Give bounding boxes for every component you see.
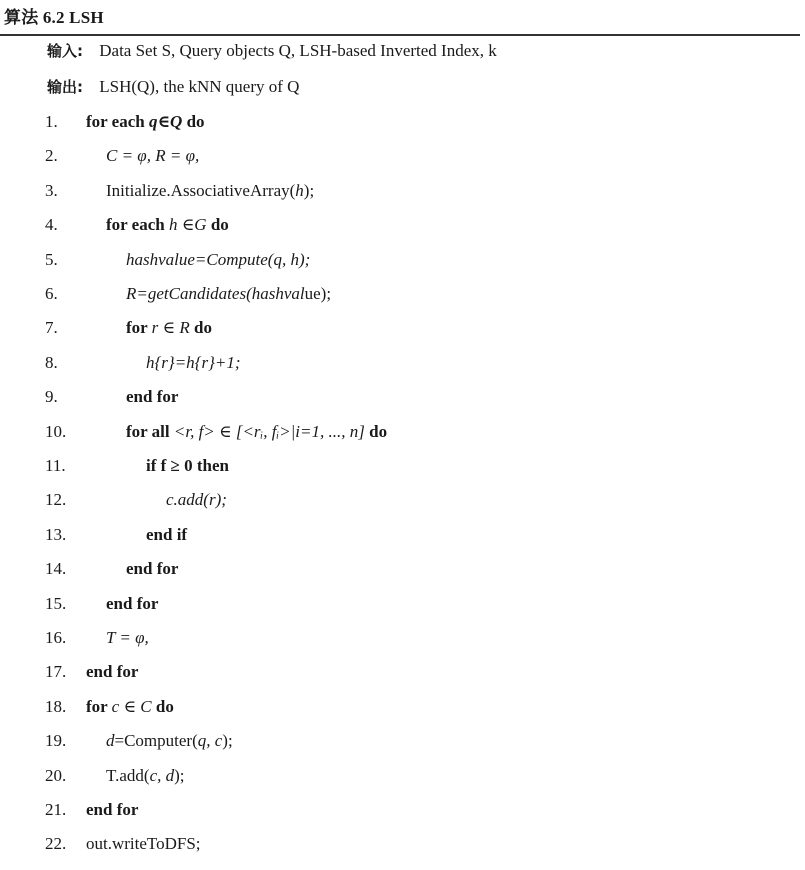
code-token: ); [174, 765, 185, 785]
code-line [0, 800, 800, 834]
code-line [0, 353, 800, 387]
code-token: c, d [149, 765, 175, 785]
line-number: 16. [45, 628, 67, 647]
code-text [86, 697, 174, 717]
line-number: 6. [45, 284, 58, 303]
code-token: do [186, 112, 205, 131]
code-token: end for [86, 662, 139, 682]
code-token: hashvalue=Compute(q, h); [126, 249, 311, 269]
code-token: for each [86, 112, 149, 131]
code-token: for [126, 318, 152, 338]
input-text: Data Set S, Query objects Q, LSH-based Inverted Index, k [99, 41, 497, 60]
output-text: LSH(Q), the kNN query of Q [99, 77, 300, 96]
code-token: h ∈G [168, 215, 211, 235]
code-token: do [155, 696, 174, 716]
line-number: 21. [45, 800, 67, 819]
code-line [0, 284, 800, 318]
title-rule [0, 34, 800, 36]
code-line [0, 594, 800, 628]
code-token: do [194, 318, 212, 338]
code-token: C = φ, R = φ, [106, 146, 200, 166]
line-number: 4. [45, 215, 58, 235]
code-token: T = φ, [106, 628, 149, 647]
code-text [106, 181, 314, 201]
code-token: end for [106, 593, 159, 613]
code-line [0, 250, 800, 284]
code-line [0, 525, 800, 559]
code-text [166, 490, 227, 510]
input-line [47, 40, 497, 61]
code-text [86, 800, 138, 820]
line-number: 2. [45, 146, 58, 166]
line-number: 10. [45, 421, 67, 441]
code-token: end for [126, 387, 179, 407]
code-token: for each [106, 215, 169, 235]
code-token: end if [146, 524, 188, 544]
output-label: 输出: [47, 78, 83, 96]
code-line [0, 662, 800, 696]
code-line [0, 215, 800, 249]
code-token: do [369, 421, 388, 441]
code-token: r ∈ R [151, 318, 194, 338]
code-text [106, 628, 149, 648]
line-number: 7. [45, 318, 58, 338]
line-number: 20. [45, 765, 67, 785]
code-line [0, 422, 800, 456]
code-token: ); [303, 180, 315, 200]
code-line [0, 318, 800, 352]
code-text [86, 662, 138, 682]
output-line [47, 76, 299, 97]
code-text [126, 387, 178, 407]
code-text [126, 284, 331, 304]
code-token: h{r}=h{r}+1; [146, 352, 241, 372]
code-text [126, 318, 212, 338]
code-text [146, 353, 241, 373]
line-number: 18. [45, 696, 67, 716]
code-text [146, 525, 187, 545]
line-number: 9. [45, 387, 58, 407]
line-number: 22. [45, 834, 67, 854]
code-line [0, 456, 800, 490]
code-text [126, 250, 310, 270]
code-line [0, 146, 800, 180]
code-token: h [295, 180, 304, 200]
code-token: for all [126, 421, 174, 441]
code-token: c ∈ C [111, 696, 156, 716]
line-number: 12. [45, 490, 67, 510]
line-number: 1. [45, 112, 58, 131]
line-number: 19. [45, 731, 67, 751]
line-number: 15. [45, 593, 67, 613]
code-line [0, 559, 800, 593]
code-token: q∈Q [148, 112, 187, 131]
code-line [0, 181, 800, 215]
code-text [106, 731, 233, 751]
line-number: 14. [45, 559, 67, 579]
code-text [106, 146, 199, 166]
code-token: if f ≥ 0 then [146, 456, 229, 475]
code-token: T.add( [106, 765, 150, 785]
code-text [86, 112, 205, 132]
code-token: d [106, 731, 115, 751]
code-token: =Computer( [114, 731, 198, 751]
code-text [106, 766, 185, 786]
code-text [126, 422, 387, 442]
code-line [0, 490, 800, 524]
code-line [0, 834, 800, 868]
algorithm-title: 算法 6.2 LSH [4, 8, 104, 27]
code-text [146, 456, 229, 476]
code-token: out.writeToDFS; [86, 834, 201, 854]
code-token: for [86, 696, 112, 716]
code-token: ); [222, 731, 233, 751]
line-number: 3. [45, 180, 58, 200]
code-token: <r, f> ∈ [<rᵢ, fᵢ>|i=1, ..., n] [173, 421, 370, 441]
code-token: do [210, 215, 229, 235]
code-line [0, 731, 800, 765]
code-text [106, 215, 229, 235]
code-line [0, 766, 800, 800]
code-token: Initialize.AssociativeArray( [106, 180, 296, 200]
line-number: 13. [45, 524, 67, 544]
code-token: end for [126, 559, 179, 579]
code-token: ue); [304, 284, 332, 303]
code-text [106, 594, 158, 614]
code-token: R=getCandidates(hashval [126, 284, 305, 303]
input-label: 输入: [47, 42, 83, 60]
line-number: 11. [45, 456, 66, 475]
code-token: q, c [197, 731, 223, 751]
code-token: end for [86, 800, 139, 819]
code-text [126, 559, 178, 579]
code-token: c.add(r); [166, 490, 227, 510]
code-text [86, 834, 201, 854]
code-line [0, 112, 800, 146]
code-line [0, 628, 800, 662]
code-line [0, 697, 800, 731]
line-number: 5. [45, 249, 58, 269]
line-number: 8. [45, 352, 58, 372]
code-line [0, 387, 800, 421]
line-number: 17. [45, 662, 67, 682]
